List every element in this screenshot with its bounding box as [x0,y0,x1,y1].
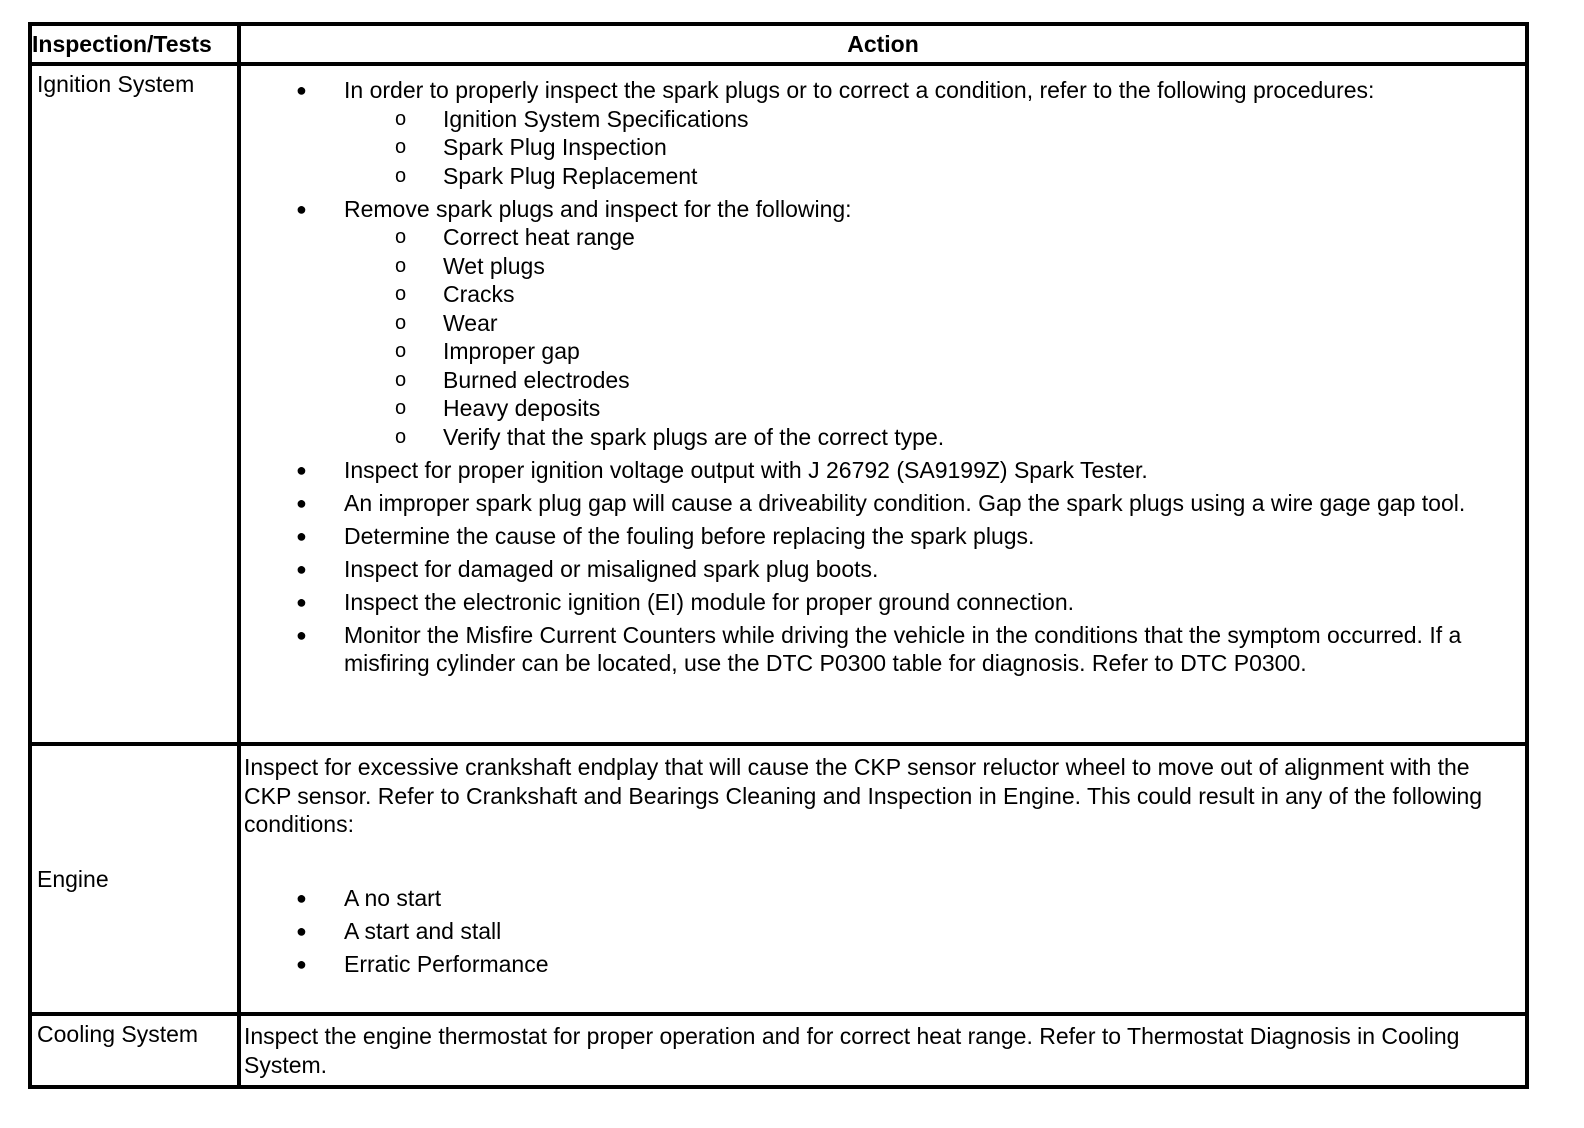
table-row-cooling [30,1014,1527,1087]
hollow-bullet-icon: o [395,254,407,277]
list-item [241,489,1525,518]
list-item-text: Heavy deposits [443,395,601,421]
sub-list-item [344,337,1525,366]
bullet-icon: ● [296,80,307,100]
action-cell-engine [239,744,1527,1014]
list-item-text: A no start [344,884,442,911]
bullet-icon: ● [296,558,307,579]
bullet-icon: ● [296,591,307,612]
list-item-text: Inspect for proper ignition voltage output with J 26792 (SA9199Z) Spark Tester. [344,456,1148,483]
list-item [241,522,1525,551]
row-label-engine: Engine [30,744,239,1014]
bullet-icon: ● [296,887,307,908]
ignition-action-list [241,76,1525,678]
sub-list-item [344,366,1525,395]
list-item [241,76,1525,190]
row-label-cooling: Cooling System [30,1014,239,1087]
inspection-table [28,22,1529,1089]
table-row-engine [30,744,1527,1014]
sub-list-item [344,105,1525,134]
bullet-icon: ● [296,953,307,974]
hollow-bullet-icon: o [395,425,407,448]
list-item [241,456,1525,485]
list-item-text: Cracks [443,281,515,307]
sub-list-item [344,162,1525,191]
sub-list-item [344,423,1525,452]
sub-list [344,105,1525,191]
hollow-bullet-icon: o [395,164,407,187]
hollow-bullet-icon: o [395,311,407,334]
bullet-icon: ● [296,624,307,645]
list-item-text: Ignition System Specifications [443,105,749,132]
sub-list-item [344,223,1525,252]
list-item-text: Burned electrodes [443,366,630,393]
list-item-text: Monitor the Misfire Current Counters while driving the vehicle in the conditions that the symptom occurred. If a misfiring cylinder can be located, use the DTC P0300 table for diagnosis. Refer to DTC P0300. [344,621,1462,676]
list-item-text: Correct heat range [443,224,635,250]
hollow-bullet-icon: o [395,107,407,130]
list-item-text: Determine the cause of the fouling before replacing the spark plugs. [344,522,1035,549]
sub-list-item [344,280,1525,309]
list-item [241,917,1525,946]
bullet-icon: ● [296,492,307,513]
list-item-text: A start and stall [344,917,502,944]
engine-conditions-list [241,884,1525,979]
header-action: Action [239,24,1527,64]
sub-list [344,223,1525,451]
sub-list-item [344,252,1525,281]
hollow-bullet-icon: o [395,340,407,362]
list-item [241,555,1525,584]
sub-list-item [344,394,1525,423]
bullet-icon: ● [296,459,307,480]
header-inspection-tests: Inspection/Tests [30,24,239,64]
list-item [241,950,1525,979]
list-item-text: Wet plugs [443,252,545,279]
sub-list-item [344,133,1525,162]
list-item [241,588,1525,617]
list-item-text: Inspect the electronic ignition (EI) module for proper ground connection. [344,588,1075,615]
list-item [241,884,1525,913]
list-item-text: Spark Plug Replacement [443,162,698,189]
list-item-text: Remove spark plugs and inspect for the following: [344,195,852,222]
list-item-text: Spark Plug Inspection [443,134,667,160]
list-item-text: In order to properly inspect the spark plugs or to correct a condition, refer to the following procedures: [344,77,1375,103]
action-cell-cooling: Inspect the engine thermostat for proper operation and for correct heat range. Refer to Thermostat Diagnosis in Cooling System. [239,1014,1527,1087]
list-item-text: Inspect for damaged or misaligned spark plug boots. [344,555,879,582]
bullet-icon: ● [296,198,307,219]
engine-paragraph: Inspect for excessive crankshaft endplay that will cause the CKP sensor reluctor wheel to move out of alignment with the CKP sensor. Refer to Crankshaft and Bearings Cleaning and Inspection in Engine. This could result in any of the following conditions: [244,754,1483,837]
sub-list-item [344,309,1525,338]
bullet-icon: ● [296,525,307,546]
action-cell-ignition [239,64,1527,744]
list-item-text: Wear [443,309,498,336]
list-item [241,195,1525,452]
hollow-bullet-icon: o [395,397,407,419]
bullet-icon: ● [296,920,307,941]
hollow-bullet-icon: o [395,136,407,158]
list-item-text: Verify that the spark plugs are of the correct type. [443,423,945,450]
row-label-ignition: Ignition System [30,64,239,744]
hollow-bullet-icon: o [395,368,407,391]
list-item-text: Erratic Performance [344,950,549,977]
hollow-bullet-icon: o [395,283,407,305]
table-row-ignition [30,64,1527,744]
hollow-bullet-icon: o [395,226,407,248]
list-item-text: Improper gap [443,338,580,364]
header-row [30,24,1527,64]
list-item [241,621,1525,678]
list-item-text: An improper spark plug gap will cause a driveability condition. Gap the spark plugs using a wire gage gap tool. [344,489,1466,516]
